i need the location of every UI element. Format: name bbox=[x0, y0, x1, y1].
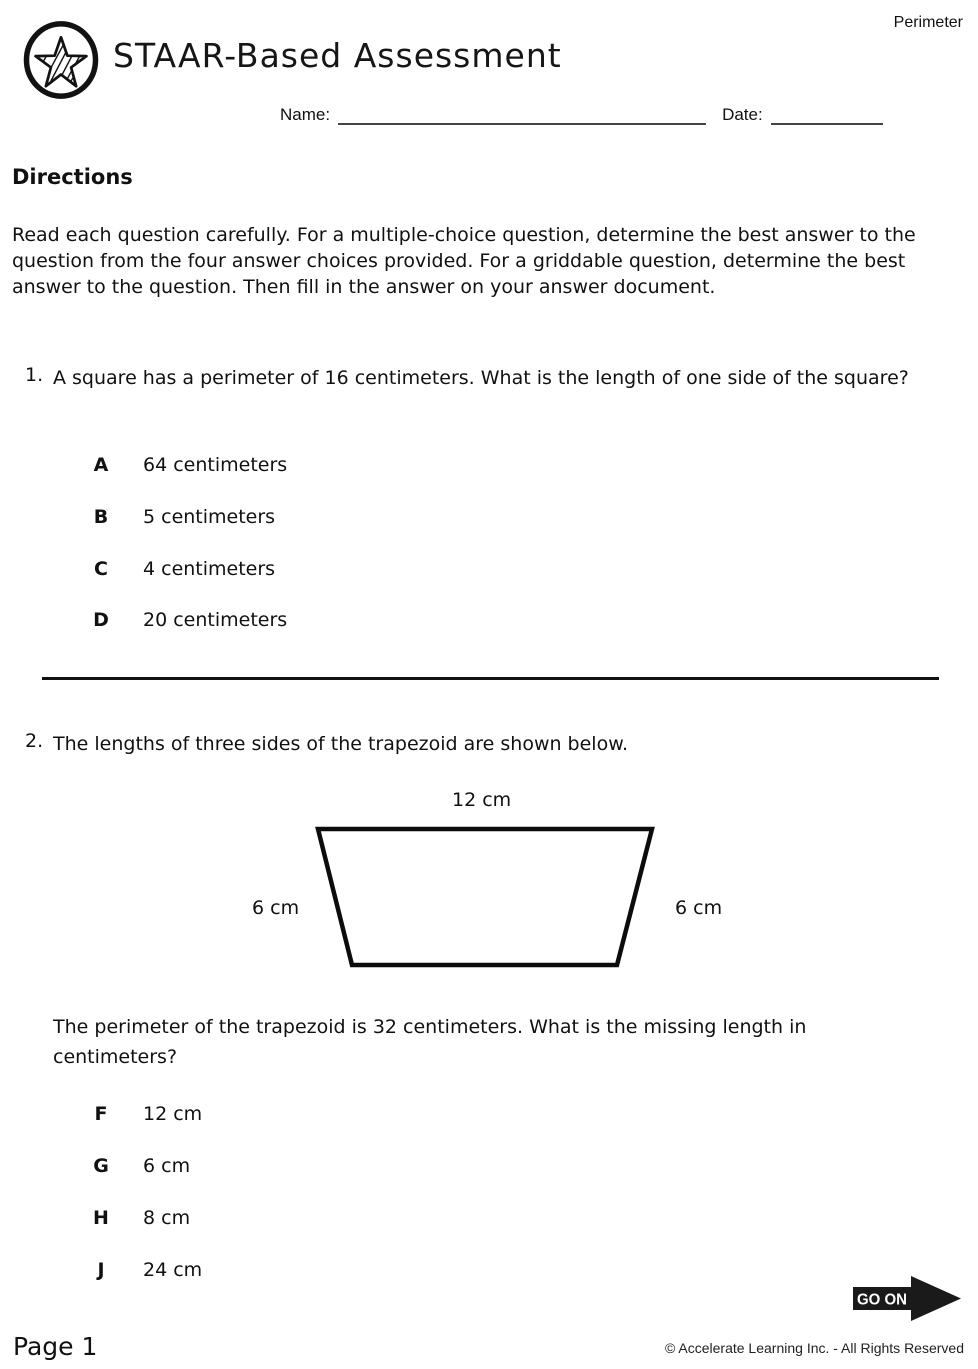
choice-2h bbox=[0, 1207, 190, 1229]
trapezoid-left-side-label: 6 cm bbox=[252, 897, 300, 919]
choice-1c bbox=[0, 558, 275, 580]
choice-1a bbox=[0, 454, 287, 476]
assessment-title: STAAR-Based Assessment bbox=[113, 36, 562, 75]
go-on-arrow bbox=[851, 1275, 963, 1326]
copyright-notice: © Accelerate Learning Inc. - All Rights Reserved bbox=[664, 1340, 964, 1356]
choice-1b-letter: B bbox=[93, 506, 109, 528]
choice-1b-text: 5 centimeters bbox=[143, 506, 276, 528]
question-2-text2: The perimeter of the trapezoid is 32 centimeters. What is the missing length in centimeters? bbox=[53, 1016, 807, 1068]
date-label: Date: bbox=[722, 105, 763, 124]
choice-2f-letter: F bbox=[94, 1103, 108, 1125]
choice-2j-text: 24 cm bbox=[143, 1259, 203, 1281]
choice-1a-text: 64 centimeters bbox=[143, 454, 288, 476]
date-blank-line bbox=[771, 105, 883, 125]
question-2 bbox=[0, 730, 915, 760]
choice-2f-text: 12 cm bbox=[143, 1103, 203, 1125]
star-logo-icon bbox=[20, 20, 102, 100]
choice-2j bbox=[0, 1259, 202, 1281]
choice-1c-text: 4 centimeters bbox=[143, 558, 276, 580]
question-2-number: 2. bbox=[25, 730, 44, 752]
directions-text: Read each question carefully. For a multiple-choice question, determine the best answer to the question from the four answer choices provided. For a griddable question, determine the best answer to the question. Then fill in the answer on your answer document. bbox=[12, 224, 916, 298]
choice-2f bbox=[0, 1103, 202, 1125]
question-2-continued bbox=[0, 1013, 929, 1072]
question-1-text: A square has a perimeter of 16 centimeters. What is the length of one side of the square? bbox=[53, 367, 909, 389]
page-number: Page 1 bbox=[13, 1332, 98, 1361]
name-date-row bbox=[280, 103, 883, 125]
choice-1d-text: 20 centimeters bbox=[143, 609, 288, 631]
topic-label: Perimeter bbox=[893, 14, 963, 31]
directions-section bbox=[12, 165, 946, 300]
question-1 bbox=[0, 364, 915, 394]
go-on-label: GO ON bbox=[857, 1291, 907, 1309]
trapezoid-figure bbox=[310, 821, 660, 977]
choice-1b bbox=[0, 506, 275, 528]
choice-1d-letter: D bbox=[93, 609, 109, 631]
choice-1c-letter: C bbox=[94, 558, 108, 580]
choice-2g-text: 6 cm bbox=[143, 1155, 191, 1177]
trapezoid-top-side-label: 12 cm bbox=[452, 789, 512, 811]
trapezoid-right-side-label: 6 cm bbox=[675, 897, 723, 919]
question-2-spacer bbox=[0, 1013, 53, 1072]
choice-2j-letter: J bbox=[97, 1259, 105, 1281]
choice-1a-letter: A bbox=[93, 454, 109, 476]
name-label: Name: bbox=[280, 105, 331, 124]
choice-2h-text: 8 cm bbox=[143, 1207, 191, 1229]
question-2-text: The lengths of three sides of the trapezoid are shown below. bbox=[53, 733, 629, 755]
name-blank-line bbox=[338, 105, 706, 125]
choice-2g bbox=[0, 1155, 190, 1177]
choice-1d bbox=[0, 609, 287, 631]
section-divider bbox=[42, 677, 939, 680]
choice-2g-letter: G bbox=[93, 1155, 109, 1177]
choice-2h-letter: H bbox=[93, 1207, 109, 1229]
question-1-number: 1. bbox=[25, 364, 44, 386]
directions-heading: Directions bbox=[12, 165, 133, 189]
